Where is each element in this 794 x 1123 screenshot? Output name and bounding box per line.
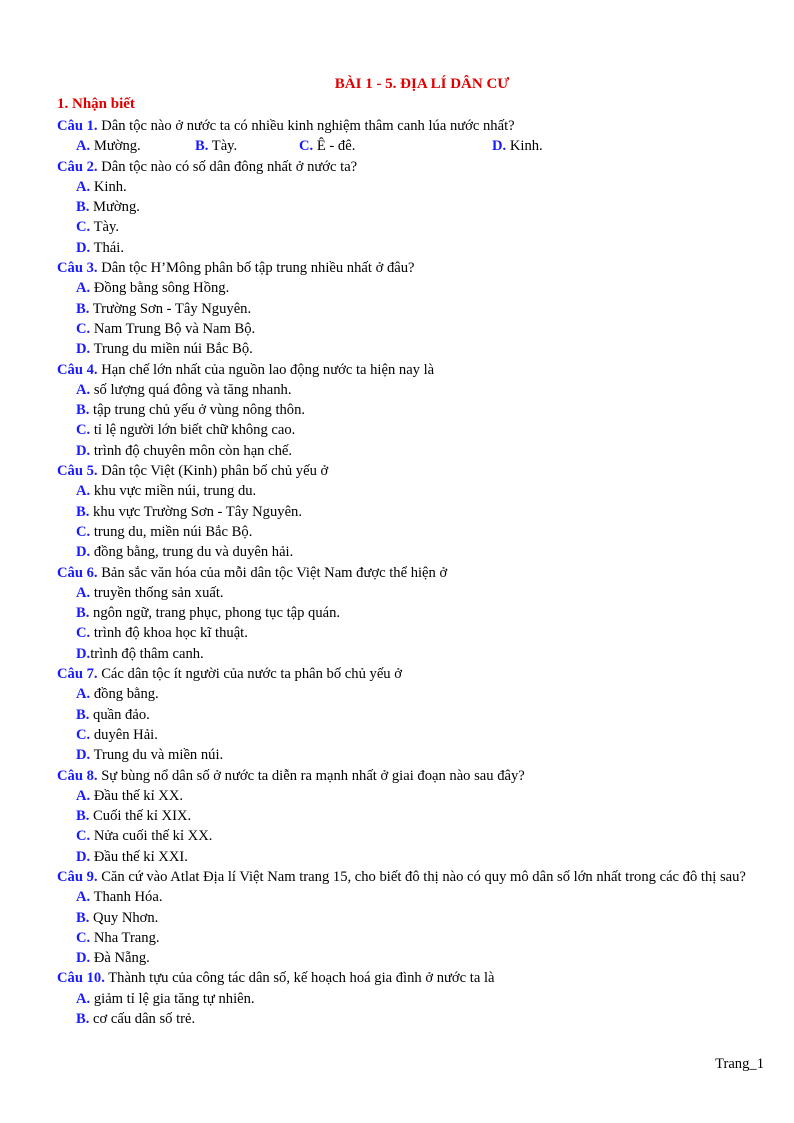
option-text: Thanh Hóa. (90, 889, 163, 906)
option-text: truyền thống sản xuất. (90, 584, 224, 601)
question-number: Câu 5. (57, 463, 98, 480)
question-stem (57, 664, 769, 684)
option-label: C. (76, 828, 91, 845)
option-b (76, 299, 769, 319)
option-label: B. (76, 605, 90, 622)
question-4 (57, 360, 769, 461)
option-text: Quy Nhơn. (89, 909, 159, 926)
option-label: A. (76, 584, 91, 601)
option-text: Đà Nẵng. (90, 950, 150, 967)
option-text: Trung du miền núi Bắc Bộ. (90, 341, 253, 358)
option-text: khu vực miền núi, trung du. (90, 483, 257, 500)
option-text: cơ cấu dân số trẻ. (89, 1011, 196, 1028)
question-text: Dân tộc nào có số dân đông nhất ở nước ta? (97, 158, 358, 175)
question-stem (57, 157, 769, 177)
question-number: Câu 8. (57, 767, 98, 784)
option-label: A. (76, 280, 91, 297)
option-label: A. (76, 138, 91, 155)
question-number: Câu 10. (57, 970, 105, 987)
option-text: trung du, miền núi Bắc Bộ. (90, 523, 253, 540)
option-d (76, 542, 769, 562)
question-text: Dân tộc Việt (Kinh) phân bố chủ yếu ở (97, 463, 329, 480)
question-8 (57, 766, 769, 867)
option-b (76, 1009, 769, 1029)
option-text: tỉ lệ người lớn biết chữ không cao. (90, 422, 296, 439)
option-b (195, 136, 237, 156)
option-text: tập trung chủ yếu ở vùng nông thôn. (89, 402, 306, 419)
option-label: D. (76, 950, 91, 967)
option-label: C. (76, 422, 91, 439)
question-text: Sự bùng nổ dân số ở nước ta diễn ra mạnh nhất ở giai đoạn nào sau đây? (97, 767, 525, 784)
option-d (76, 644, 769, 664)
option-label: D. (76, 442, 91, 459)
option-text: trình độ thâm canh. (90, 645, 204, 662)
question-stem (57, 867, 769, 887)
option-label: D. (76, 341, 91, 358)
option-text: Tày. (208, 138, 238, 155)
option-label: C. (76, 523, 91, 540)
question-text: Các dân tộc ít người của nước ta phân bố chủ yếu ở (97, 666, 402, 683)
option-a (76, 786, 769, 806)
question-7 (57, 664, 769, 765)
option-text: trình độ chuyên môn còn hạn chế. (90, 442, 293, 459)
question-number: Câu 7. (57, 666, 98, 683)
option-text: Ê - đê. (313, 138, 356, 155)
option-label: B. (76, 909, 90, 926)
option-b (76, 806, 769, 826)
option-label: A. (76, 381, 91, 398)
option-d (76, 745, 769, 765)
page-number: Trang_1 (715, 1056, 764, 1072)
option-text: Mường. (89, 199, 140, 216)
option-label: C. (76, 625, 91, 642)
option-label: B. (76, 199, 90, 216)
option-text: Trường Sơn - Tây Nguyên. (89, 300, 252, 317)
option-label: B. (76, 300, 90, 317)
option-d (76, 441, 769, 461)
option-label: A. (76, 483, 91, 500)
question-text: Thành tựu của công tác dân số, kế hoạch hoá gia đình ở nước ta là (104, 970, 495, 987)
option-text: Nửa cuối thế kỉ XX. (90, 828, 213, 845)
question-number: Câu 4. (57, 361, 98, 378)
option-text: đồng bằng. (90, 686, 159, 703)
option-text: Nha Trang. (90, 929, 160, 946)
option-label: A. (76, 787, 91, 804)
option-c (76, 420, 769, 440)
option-row (76, 136, 769, 156)
option-label: A. (76, 990, 91, 1007)
option-text: Nam Trung Bộ và Nam Bộ. (90, 320, 256, 337)
option-label: A. (76, 178, 91, 195)
question-text: Dân tộc nào ở nước ta có nhiều kinh nghiệm thâm canh lúa nước nhất? (97, 118, 515, 134)
option-text: Trung du và miền núi. (90, 747, 224, 764)
option-a (76, 481, 769, 501)
option-label: C. (76, 726, 91, 743)
option-d (76, 847, 769, 867)
option-label: B. (195, 138, 209, 155)
question-1 (57, 116, 769, 157)
question-number: Câu 3. (57, 260, 98, 277)
option-a (76, 989, 769, 1009)
option-label: C. (76, 929, 91, 946)
document-title: BÀI 1 - 5. ĐỊA LÍ DÂN CƯ (334, 76, 510, 92)
question-stem (57, 461, 769, 481)
option-text: giảm tỉ lệ gia tăng tự nhiên. (90, 990, 255, 1007)
question-text: Dân tộc H’Mông phân bố tập trung nhiều nhất ở đâu? (97, 260, 415, 277)
option-label: D. (76, 747, 91, 764)
option-a (76, 380, 769, 400)
option-c (76, 319, 769, 339)
question-stem (57, 766, 769, 786)
option-label: D. (76, 848, 91, 865)
option-text: Đồng bằng sông Hồng. (90, 280, 230, 297)
question-10 (57, 968, 769, 1029)
option-text: Thái. (90, 239, 124, 256)
option-b (76, 400, 769, 420)
option-label: D. (76, 239, 91, 256)
option-c (76, 826, 769, 846)
option-d (76, 339, 769, 359)
option-c (76, 217, 769, 237)
option-a (76, 684, 769, 704)
option-text: số lượng quá đông và tăng nhanh. (90, 381, 292, 398)
option-d (76, 948, 769, 968)
option-label: A. (76, 889, 91, 906)
option-label: B. (76, 402, 90, 419)
question-stem (57, 563, 769, 583)
option-text: đồng bằng, trung du và duyên hải. (90, 544, 294, 561)
question-number: Câu 1. (57, 118, 98, 134)
option-a (76, 887, 769, 907)
option-b (76, 197, 769, 217)
question-number: Câu 9. (57, 868, 98, 885)
option-b (76, 502, 769, 522)
option-text: Mường. (90, 138, 141, 155)
option-a (76, 177, 769, 197)
option-b (76, 705, 769, 725)
section-heading: 1. Nhận biết (57, 96, 135, 112)
question-text: Căn cứ vào Atlat Địa lí Việt Nam trang 15, cho biết đô thị nào có quy mô dân số lớn nhất trong các đô thị sau? (97, 868, 746, 885)
question-6 (57, 563, 769, 664)
option-d (76, 238, 769, 258)
question-stem (57, 968, 769, 988)
option-c (76, 725, 769, 745)
option-text: Đầu thế kỉ XX. (90, 787, 184, 804)
option-label: B. (76, 808, 90, 825)
option-label: D. (76, 544, 91, 561)
question-stem (57, 360, 769, 380)
option-text: trình độ khoa học kĩ thuật. (90, 625, 248, 642)
question-number: Câu 2. (57, 158, 98, 175)
option-label: B. (76, 706, 90, 723)
option-a (76, 278, 769, 298)
option-c (76, 928, 769, 948)
question-text: Bản sắc văn hóa của mỗi dân tộc Việt Nam được thể hiện ở (97, 564, 448, 581)
option-label: D. (76, 645, 91, 662)
question-stem (57, 116, 769, 136)
option-text: khu vực Trường Sơn - Tây Nguyên. (89, 503, 302, 520)
option-d (492, 136, 543, 156)
option-label: A. (76, 686, 91, 703)
option-b (76, 908, 769, 928)
option-label: D. (492, 138, 507, 155)
option-text: Cuối thế kỉ XIX. (89, 808, 192, 825)
option-text: quần đảo. (89, 706, 150, 723)
question-stem (57, 258, 769, 278)
question-number: Câu 6. (57, 564, 98, 581)
option-label: C. (76, 219, 91, 236)
option-text: Kinh. (506, 138, 543, 155)
option-text: duyên Hải. (90, 726, 158, 743)
option-c (76, 623, 769, 643)
option-c (76, 522, 769, 542)
question-list (57, 116, 769, 1029)
option-a (76, 136, 141, 156)
question-text: Hạn chế lớn nhất của nguồn lao động nước ta hiện nay là (97, 361, 435, 378)
option-text: ngôn ngữ, trang phục, phong tục tập quán. (89, 605, 341, 622)
option-text: Kinh. (90, 178, 127, 195)
option-label: B. (76, 503, 90, 520)
option-label: C. (76, 320, 91, 337)
option-text: Tày. (90, 219, 119, 236)
option-text: Đầu thế kỉ XXI. (90, 848, 188, 865)
question-2 (57, 157, 769, 258)
option-c (299, 136, 355, 156)
question-5 (57, 461, 769, 562)
option-a (76, 583, 769, 603)
option-label: B. (76, 1011, 90, 1028)
option-label: C. (299, 138, 314, 155)
question-3 (57, 258, 769, 359)
question-9 (57, 867, 769, 968)
option-b (76, 603, 769, 623)
